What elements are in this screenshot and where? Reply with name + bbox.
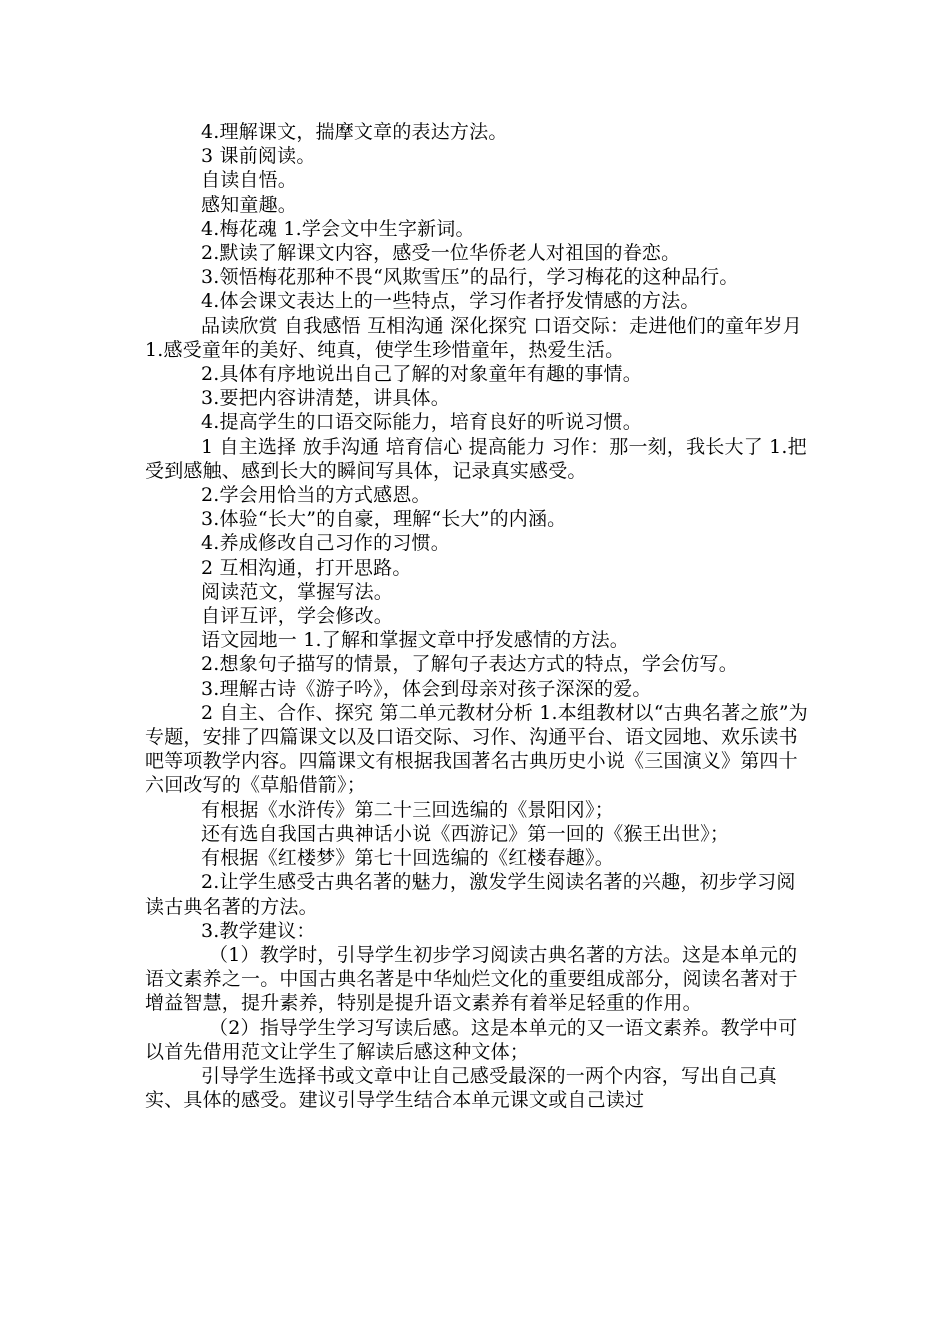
paragraph: （2）指导学生学习写读后感。这是本单元的又一语文素养。教学中可以首先借用范文让学生了解读后感这种文体； [145, 1016, 798, 1063]
paragraph: 3.体验“长大”的自豪，理解“长大”的内涵。 [201, 508, 567, 531]
paragraph: 2.让学生感受古典名著的魅力，激发学生阅读名著的兴趣，初步学习阅读古典名著的方法。 [145, 871, 796, 918]
paragraph: 3.领悟梅花那种不畏“风欺雪压”的品行，学习梅花的这种品行。 [201, 266, 739, 289]
paragraph: 3.教学建议： [201, 919, 316, 942]
paragraph: 语文园地一 1.了解和掌握文章中抒发感情的方法。 [201, 629, 629, 652]
paragraph: 2 自主、合作、探究 第二单元教材分析 1.本组教材以“古典名著之旅”为专题，安排了四篇课文以及口语交际、习作、沟通平台、语文园地、欢乐读书吧等项教学内容。四篇课文有根据我国著名古典历史小说《三国演义》第四十六回改写的《草船借箭》； [145, 701, 808, 797]
paragraph: 4.梅花魂 1.学会文中生字新词。 [201, 217, 475, 240]
paragraph: 有根据《红楼梦》第七十回选编的《红楼春趣》。 [201, 847, 614, 870]
paragraph: 4.体会课文表达上的一些特点，学习作者抒发情感的方法。 [201, 290, 700, 313]
paragraph: 3.理解古诗《游子吟》，体会到母亲对孩子深深的爱。 [201, 677, 652, 700]
paragraph: 品读欣赏 自我感悟 互相沟通 深化探究 口语交际：走进他们的童年岁月 1.感受童年的美好、纯真，使学生珍惜童年，热爱生活。 [145, 314, 802, 361]
paragraph: 2.具体有序地说出自己了解的对象童年有趣的事情。 [201, 363, 642, 386]
paragraph: 2.默读了解课文内容，感受一位华侨老人对祖国的眷恋。 [201, 242, 681, 265]
paragraph: 阅读范文，掌握写法。 [201, 580, 394, 603]
paragraph: 3.要把内容讲清楚，讲具体。 [201, 387, 450, 410]
paragraph: 还有选自我国古典神话小说《西游记》第一回的《猴王出世》； [201, 822, 730, 845]
document-body [145, 120, 811, 1112]
paragraph: 自评互评，学会修改。 [201, 605, 394, 628]
paragraph: 1 自主选择 放手沟通 培育信心 提高能力 习作：那一刻，我长大了 1.把受到感触、感到长大的瞬间写具体，记录真实感受。 [145, 435, 807, 482]
paragraph: 4.提高学生的口语交际能力，培育良好的听说习惯。 [201, 411, 642, 434]
paragraph: 3 课前阅读。 [201, 145, 316, 168]
paragraph: 引导学生选择书或文章中让自己感受最深的一两个内容，写出自己真实、具体的感受。建议引导学生结合本单元课文或自己读过 [145, 1064, 778, 1112]
paragraph: （1）教学时，引导学生初步学习阅读古典名著的方法。这是本单元的语文素养之一。中国古典名著是中华灿烂文化的重要组成部分，阅读名著对于增益智慧，提升素养，特别是提升语文素养有着举足轻重的作用。 [145, 943, 798, 1015]
paragraph: 4.养成修改自己习作的习惯。 [201, 532, 450, 555]
paragraph: 2.想象句子描写的情景，了解句子表达方式的特点，学会仿写。 [201, 653, 738, 676]
paragraph: 有根据《水浒传》第二十三回选编的《景阳冈》； [201, 798, 614, 821]
paragraph: 4.理解课文，揣摩文章的表达方法。 [201, 121, 508, 143]
paragraph: 感知童趣。 [201, 193, 298, 216]
paragraph: 2.学会用恰当的方式感恩。 [201, 484, 431, 507]
paragraph: 2 互相沟通，打开思路。 [201, 556, 412, 579]
paragraph: 自读自悟。 [201, 169, 298, 192]
